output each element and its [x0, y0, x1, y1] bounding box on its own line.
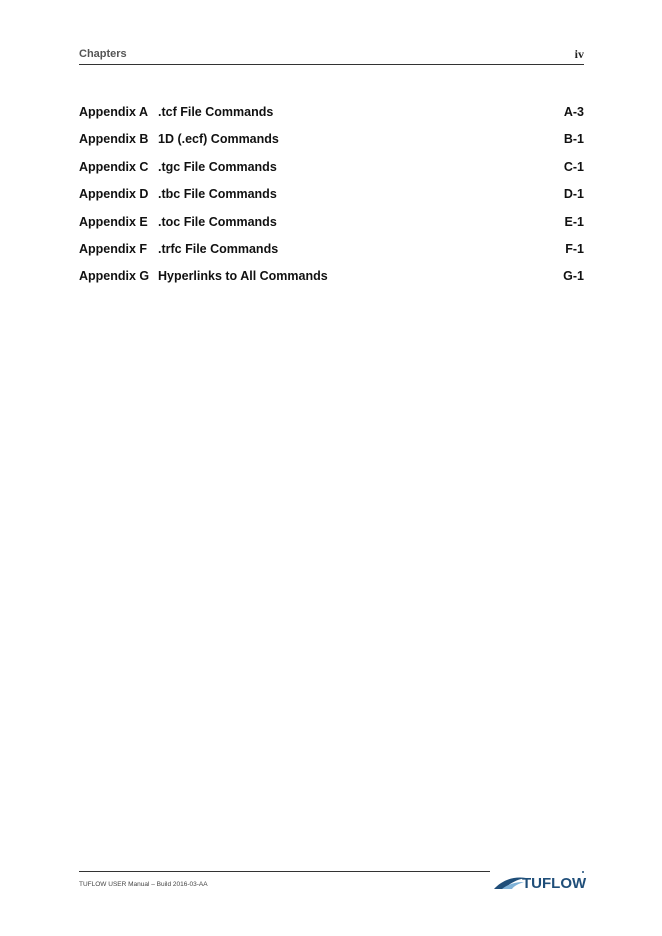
toc-row[interactable]: [79, 269, 584, 296]
footer-text: TUFLOW USER Manual – Build 2016-03-AA: [79, 881, 208, 888]
toc-appendix-label: Appendix F: [79, 241, 148, 256]
toc-list: [79, 105, 584, 297]
toc-appendix-title[interactable]: .tgc File Commands: [158, 159, 277, 174]
toc-page-number: G-1: [563, 269, 584, 284]
toc-page-number: A-3: [563, 105, 584, 119]
toc-appendix-title[interactable]: 1D (.ecf) Commands: [158, 132, 279, 147]
toc-appendix-title[interactable]: .tcf File Commands: [158, 105, 274, 119]
toc-page-number: E-1: [564, 214, 584, 229]
toc-page-number: F-1: [565, 241, 584, 256]
toc-row[interactable]: [79, 242, 584, 269]
toc-appendix-label: Appendix B: [79, 132, 149, 147]
toc-page-number: D-1: [563, 187, 584, 202]
header-title: Chapters: [79, 48, 127, 60]
toc-page-number: C-1: [563, 159, 584, 174]
logo-text: TUFLOW: [522, 875, 587, 892]
toc-appendix-title[interactable]: .trfc File Commands: [158, 241, 279, 256]
footer-divider: [79, 871, 490, 872]
toc-row[interactable]: [79, 215, 584, 242]
toc-appendix-title[interactable]: .toc File Commands: [158, 214, 277, 229]
toc-page-number: B-1: [563, 132, 584, 147]
toc-row[interactable]: [79, 160, 584, 187]
toc-appendix-label: Appendix E: [79, 214, 148, 229]
toc-appendix-title[interactable]: .tbc File Commands: [158, 187, 277, 202]
toc-appendix-label: Appendix G: [79, 269, 150, 284]
toc-row[interactable]: [79, 132, 584, 159]
tuflow-logo: [492, 870, 587, 892]
header-page-number: iv: [574, 47, 584, 61]
page-header: [79, 46, 584, 65]
toc-row[interactable]: [79, 187, 584, 214]
toc-appendix-label: Appendix C: [79, 159, 149, 174]
toc-appendix-title[interactable]: Hyperlinks to All Commands: [158, 269, 328, 284]
toc-appendix-label: Appendix D: [79, 187, 149, 202]
toc-appendix-label: Appendix A: [79, 105, 148, 119]
toc-row[interactable]: [79, 105, 584, 132]
